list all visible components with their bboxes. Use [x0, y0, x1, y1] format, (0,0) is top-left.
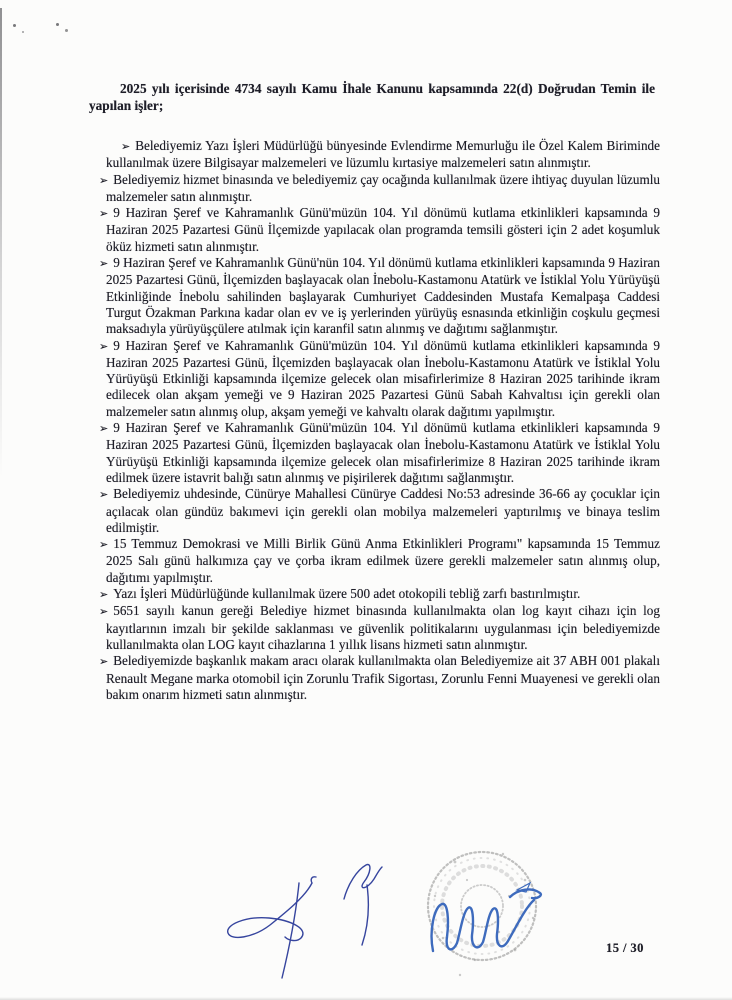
scan-speck	[13, 24, 16, 27]
list-item-text: Yazı İşleri Müdürlüğünde kullanılmak üzere 500 adet otokopili tebliğ zarfı bastırılmıştır.	[113, 586, 581, 602]
bullet-arrow-icon: ➢	[99, 539, 109, 552]
scan-speck	[22, 31, 24, 33]
list-item	[106, 138, 660, 172]
list-item-text: 5651 sayılı kanun gereği Belediye hizmet binasında kullanılmakta olan log kayıt cihazı için log kayıtlarının imzalı bir şekilde saklanması ve güvenlik politikalarını uygulanması için belediyemizde kullanılmakta olan LOG kayıt cihazlarına 1 yıllık lisans hizmeti satın alınmıştır.	[106, 603, 660, 652]
scan-edge-artifact	[0, 8, 2, 478]
signatures	[215, 845, 575, 995]
page-title: 2025 yılı içerisinde 4734 sayılı Kamu İhale Kanunu kapsamında 22(d) Doğrudan Temin ile yapılan işler;	[89, 81, 655, 113]
scan-speck	[65, 29, 68, 32]
list-item	[99, 255, 660, 337]
bullet-arrow-icon: ➢	[99, 606, 109, 619]
list-item-text: 9 Haziran Şeref ve Kahramanlık Günü'müzün 104. Yıl dönümü kutlama etkinlikleri kapsamında 9 Haziran 2025 Pazartesi Günü, İlçemizden başlayacak olan İnebolu-Kastamonu Atatürk ve İstiklal Yolu Yürüyüşü Etkinliği kapsamında ilçemize gelecek olan misafirlerimize 8 Haziran 2025 tarihinde ikram edilecek olan akşam yemeği ve 9 Haziran 2025 Pazartesi Günü Sabah Kahvaltısı için gerekli olan malzemeler satın alınmış olup, akşam yemeği ve kahvaltı olarak dağıtımı yapılmıştır.	[106, 337, 660, 419]
bullet-arrow-icon: ➢	[99, 258, 109, 271]
bullet-arrow-icon: ➢	[99, 489, 109, 502]
list-item-text: Belediyemiz hizmet binasında ve belediyemiz çay ocağında kullanılmak üzere ihtiyaç duyulan lüzumlu malzemeler satın alınmıştır.	[106, 171, 660, 204]
page-number: 15 / 30	[606, 941, 644, 955]
list-item-text: Belediyemiz uhdesinde, Cünürye Mahallesi Cünürye Caddesi No:53 adresinde 36-66 ay çocuklar için açılacak olan gündüz bakımevi için gerekli olan mobilya malzemeleri yaptırılmış ve binaya teslim edilmiştir.	[106, 486, 660, 535]
bullet-arrow-icon: ➢	[99, 423, 109, 436]
list-item-text: 9 Haziran Şeref ve Kahramanlık Günü'müzün 104. Yıl dönümü kutlama etkinlikleri kapsamında 9 Haziran 2025 Pazartesi Günü İlçemizde yapılacak olan programda temsili gösteri için 2 adet koşumluk öküz hizmeti satın alınmıştır.	[106, 205, 660, 254]
list-item	[99, 536, 660, 586]
bullet-arrow-icon: ➢	[99, 174, 109, 187]
scan-speck	[56, 23, 59, 26]
signature-3	[432, 883, 541, 951]
bullet-arrow-icon: ➢	[121, 141, 131, 153]
bullet-arrow-icon: ➢	[99, 589, 109, 602]
bullet-arrow-icon: ➢	[99, 656, 109, 669]
list-item	[99, 586, 660, 603]
list-item	[99, 653, 660, 703]
list-item-text: Belediyemiz Yazı İşleri Müdürlüğü bünyesinde Evlendirme Memurluğu ile Özel Kalem Biriminde kullanılmak üzere Bilgisayar malzemeleri ve lüzumlu kırtasiye malzemeleri satın alınmıştır.	[106, 138, 660, 171]
list-item-text: 9 Haziran Şeref ve Kahramanlık Günü'nün 104. Yıl dönümü kutlama etkinlikleri kapsamında 9 Haziran 2025 Pazartesi Günü, İlçemizden başlayacak olan İnebolu-Kastamonu Atatürk ve İstiklal Yolu Yürüyüşü Etkinliğinde İnebolu sahilinden başlayarak Cumhuriyet Caddesinden Mustafa Kemalpaşa Caddesi Turgut Özakman Parkına kadar olan ev ve iş yerlerinden yürüyüş esnasında etkinliğin coşkulu geçmesi maksadıyla yürüyüşçülere atılmak için karanfil satın alınmış ve dağıtımı sağlanmıştır.	[106, 255, 660, 337]
list-item-text: Belediyemizde başkanlık makam aracı olarak kullanılmakta olan Belediyemize ait 37 ABH 001 plakalı Renault Megane marka otomobil için Zorunlu Trafik Sigortası, Zorunlu Fenni Muayenesi ve gerekli olan bakım onarım hizmeti satın alınmıştır.	[106, 653, 660, 702]
list-item-text: 9 Haziran Şeref ve Kahramanlık Günü'müzün 104. Yıl dönümü kutlama etkinlikleri kapsamında 9 Haziran 2025 Pazartesi Günü, İlçemizden başlayacak olan İnebolu-Kastamonu Atatürk ve İstiklal Yolu Yürüyüşü Etkinliği kapsamında ilçemize gelecek olan misafirlerimize 8 Haziran 2025 tarihinde ikram edilmek üzere istavrit balığı satın alınmış ve pişirilerek dağıtımı sağlanmıştır.	[106, 420, 660, 485]
bullet-arrow-icon: ➢	[99, 208, 109, 221]
list-item	[99, 205, 660, 255]
direct-procurement-list	[99, 138, 660, 703]
signature-2	[344, 864, 382, 945]
list-item	[99, 337, 660, 420]
list-item	[99, 171, 660, 206]
bullet-arrow-icon: ➢	[99, 340, 109, 353]
list-item	[99, 603, 660, 653]
list-item	[99, 420, 660, 486]
list-item-text: 15 Temmuz Demokrasi ve Milli Birlik Günü Anma Etkinlikleri Programı" kapsamında 15 Temmuz 2025 Salı günü halkımıza çay ve çorba ikram edilmek üzere gerekli malzemeler satın alınmış olup, dağıtımı yapılmıştır.	[106, 536, 660, 585]
list-item	[99, 486, 660, 536]
signature-1	[228, 877, 316, 978]
